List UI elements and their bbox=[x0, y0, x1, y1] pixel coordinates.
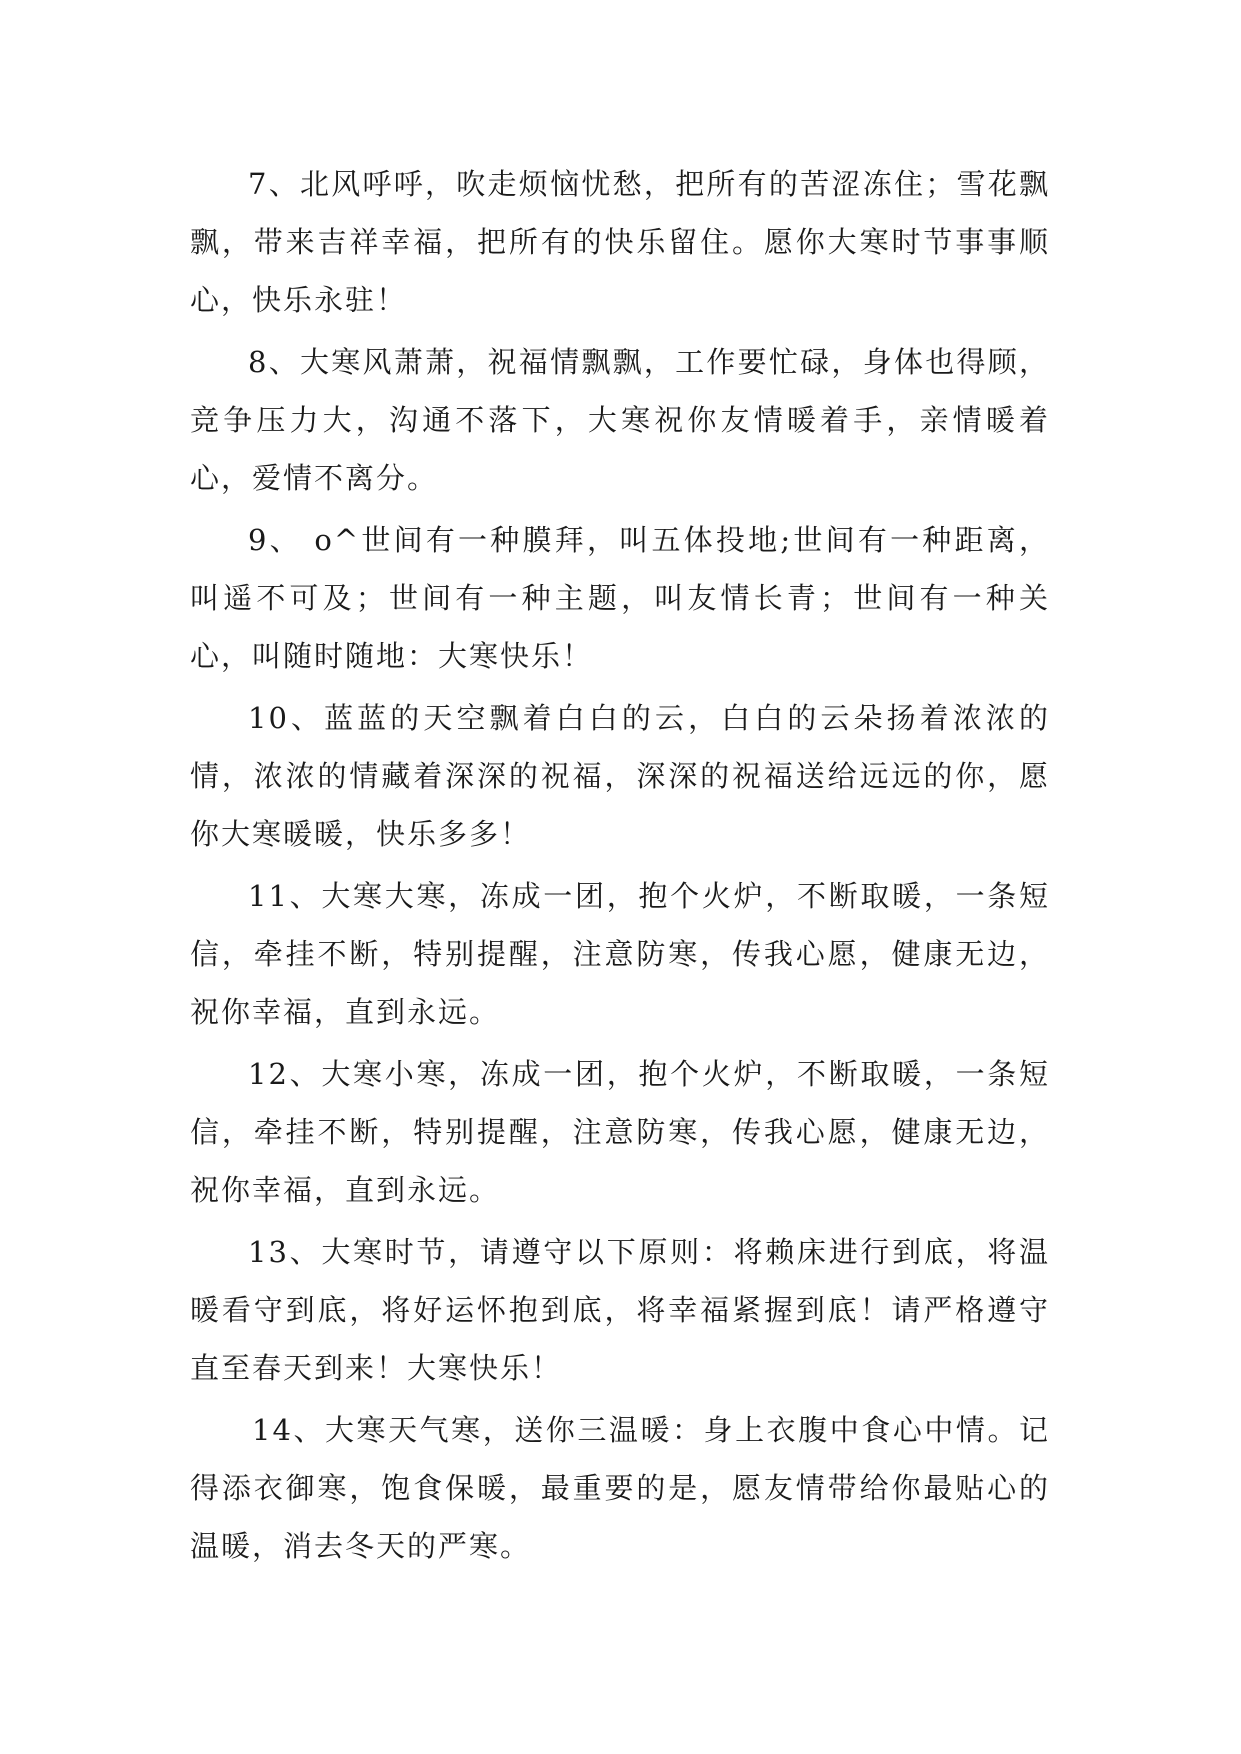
paragraph-8: 8、大寒风萧萧，祝福情飘飘，工作要忙碌，身体也得顾，竞争压力大，沟通不落下，大寒祝你友情暖着手，亲情暖着心，爱情不离分。 bbox=[190, 345, 1050, 495]
paragraph-14: 14、大寒天气寒，送你三温暖：身上衣腹中食心中情。记得添衣御寒，饱食保暖，最重要的是，愿友情带给你最贴心的温暖，消去冬天的严寒。 bbox=[190, 1413, 1050, 1563]
paragraph-11: 11、大寒大寒，冻成一团，抱个火炉，不断取暖，一条短信，牵挂不断，特别提醒，注意防寒，传我心愿，健康无边，祝你幸福，直到永远。 bbox=[190, 879, 1050, 1029]
paragraph-7: 7、北风呼呼，吹走烦恼忧愁，把所有的苦涩冻住；雪花飘飘，带来吉祥幸福，把所有的快乐留住。愿你大寒时节事事顺心，快乐永驻！ bbox=[190, 167, 1050, 317]
document-body bbox=[190, 155, 1050, 1579]
paragraph-10: 10、蓝蓝的天空飘着白白的云，白白的云朵扬着浓浓的情，浓浓的情藏着深深的祝福，深深的祝福送给远远的你，愿你大寒暖暖，快乐多多！ bbox=[190, 701, 1050, 851]
paragraph-13: 13、大寒时节，请遵守以下原则：将赖床进行到底，将温暖看守到底，将好运怀抱到底，将幸福紧握到底！请严格遵守直至春天到来！大寒快乐！ bbox=[190, 1235, 1050, 1385]
paragraph-9: 9、 o^世间有一种膜拜，叫五体投地;世间有一种距离，叫遥不可及；世间有一种主题，叫友情长青；世间有一种关心，叫随时随地：大寒快乐！ bbox=[190, 523, 1050, 673]
paragraph-12: 12、大寒小寒，冻成一团，抱个火炉，不断取暖，一条短信，牵挂不断，特别提醒，注意防寒，传我心愿，健康无边，祝你幸福，直到永远。 bbox=[190, 1057, 1050, 1207]
